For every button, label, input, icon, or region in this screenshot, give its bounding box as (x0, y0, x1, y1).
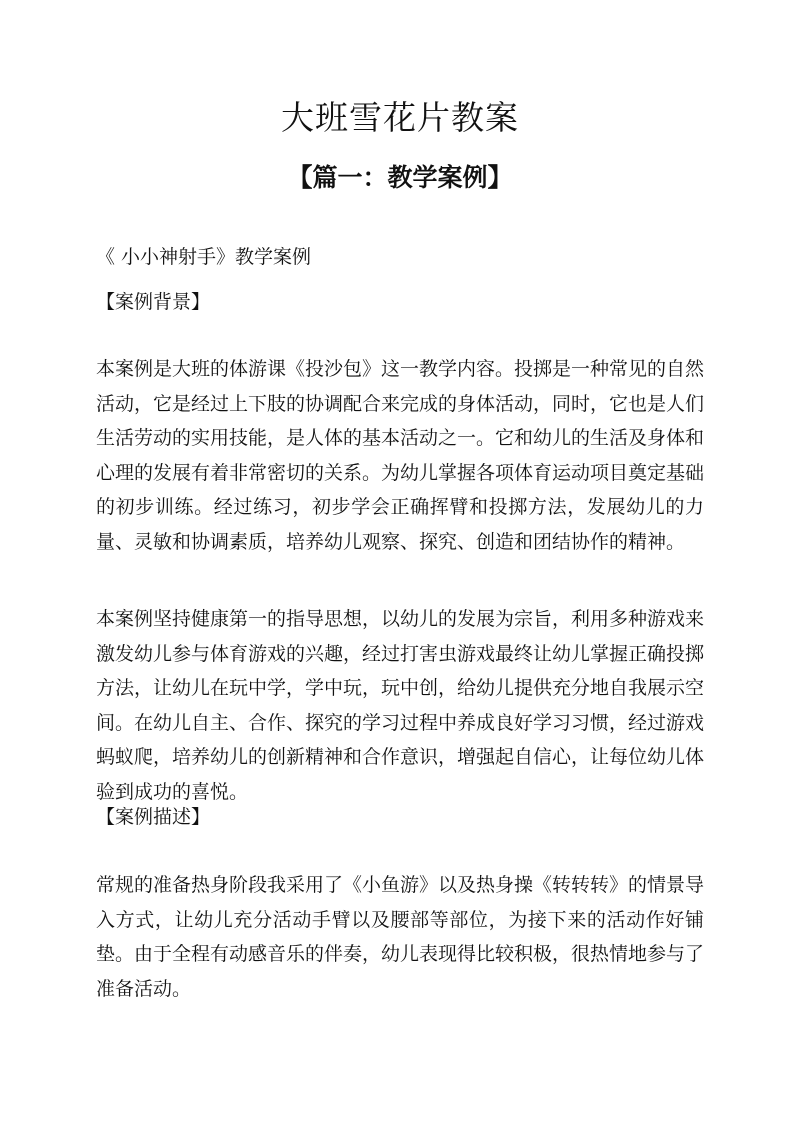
paragraph-background: 本案例是大班的体游课《投沙包》这一教学内容。投掷是一种常见的自然活动，它是经过上下肢的协调配合来完成的身体活动，同时，它也是人们生活劳动的实用技能，是人体的基本活动之一。它和幼儿的生活及身体和心理的发展有着非常密切的关系。为幼儿掌握各项体育运动项目奠定基础的初步训练。经过练习，初步学会正确挥臂和投掷方法，发展幼儿的力量、灵敏和协调素质，培养幼儿观察、探究、创造和团结协作的精神。 (96, 358, 705, 553)
case-title: 《 小小神射手》教学案例 (96, 246, 312, 268)
paragraph-description: 常规的准备热身阶段我采用了《小鱼游》以及热身操《转转转》的情景导入方式，让幼儿充分活动手臂以及腰部等部位，为接下来的活动作好铺垫。由于全程有动感音乐的伴奏，幼儿表现得比较积极，很热情地参与了准备活动。 (96, 874, 705, 1000)
section-heading-description: 【案例描述】 (96, 806, 211, 828)
section-heading-background: 【案例背景】 (96, 291, 211, 313)
document-title: 大班雪花片教案 (281, 98, 519, 137)
paragraph-philosophy: 本案例坚持健康第一的指导思想，以幼儿的发展为宗旨，利用多种游戏来激发幼儿参与体育游戏的兴趣，经过打害虫游戏最终让幼儿掌握正确投掷方法，让幼儿在玩中学，学中玩，玩中创，给幼儿提供充分地自我展示空间。在幼儿自主、合作、探究的学习过程中养成良好学习习惯，经过游戏蚂蚁爬，培养幼儿的创新精神和合作意识，增强起自信心，让每位幼儿体验到成功的喜悦。 (96, 608, 705, 803)
document-subtitle: 【篇一：教学案例】 (287, 163, 513, 192)
